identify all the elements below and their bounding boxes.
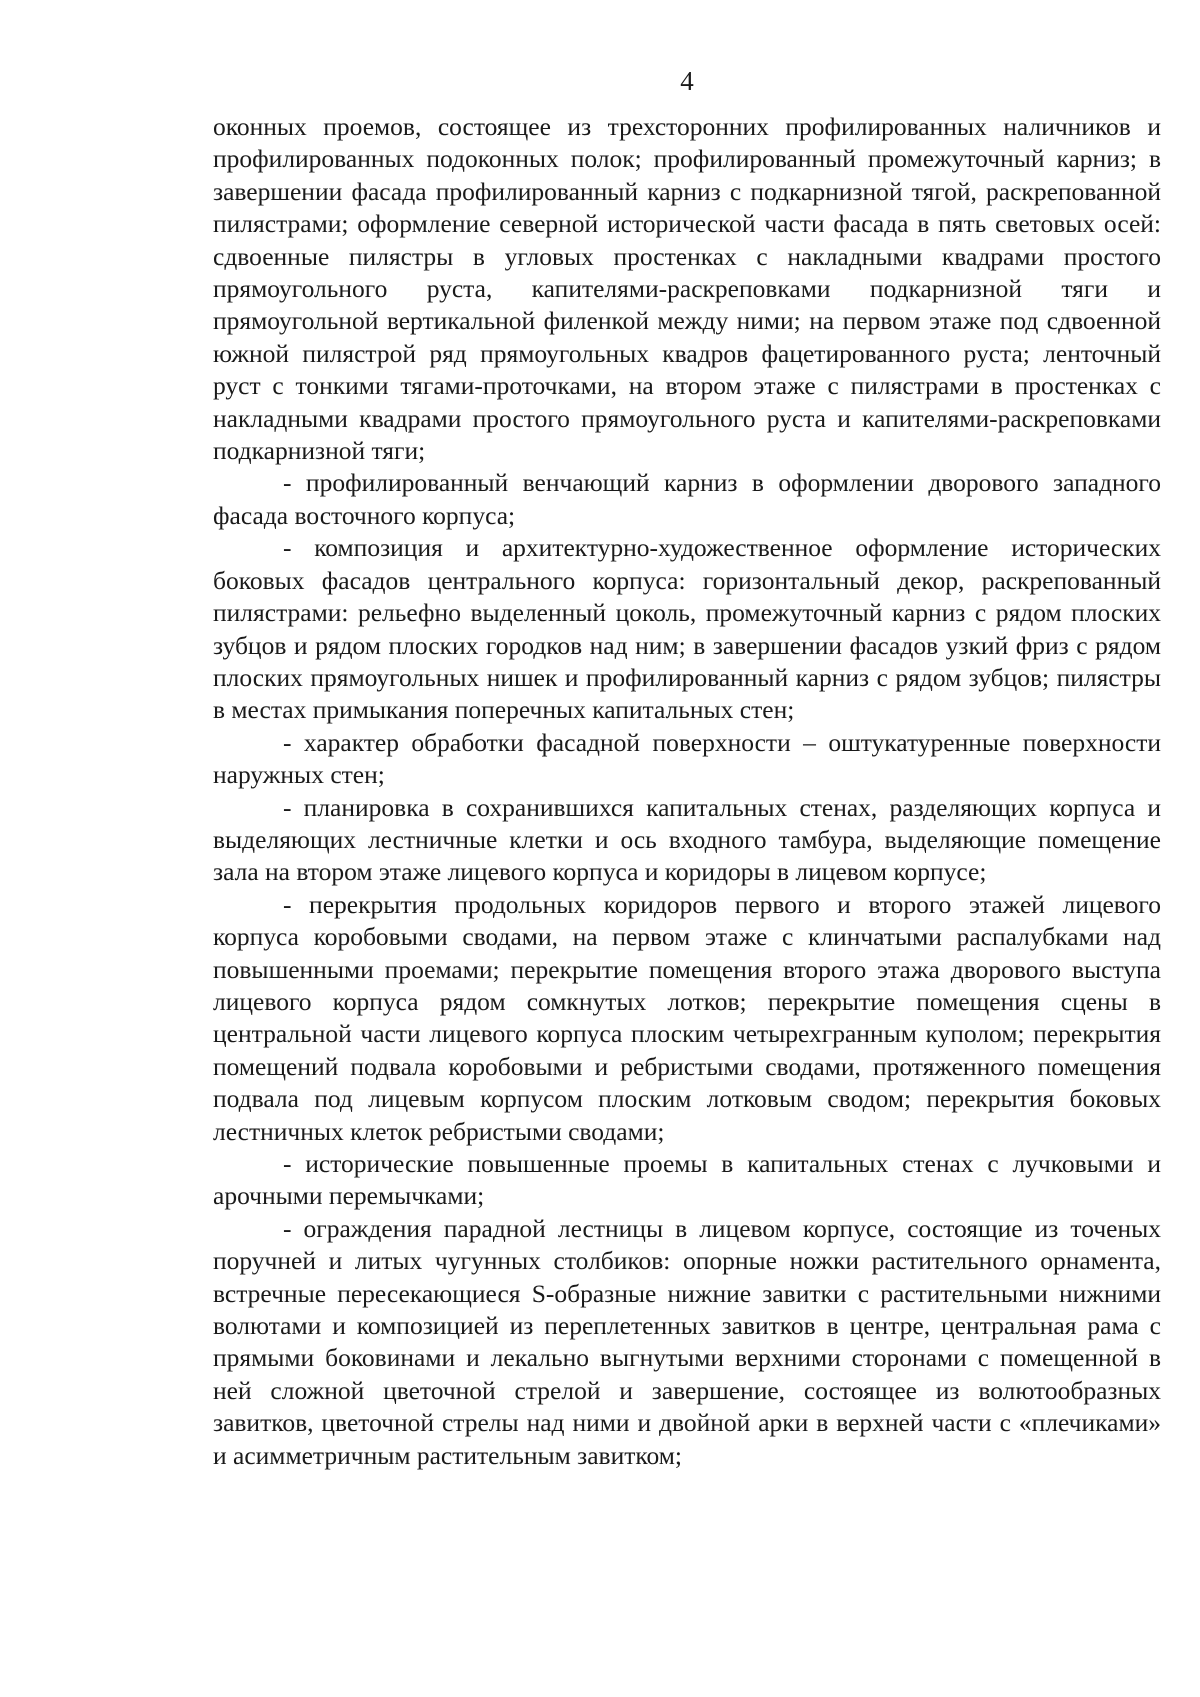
paragraph-staircase-railings: - ограждения парадной лестницы в лицевом корпусе, состоящие из точеных поручней и литых чугунных столбиков: опорные ножки растительного орнамента, встречные пересекающиеся S-образные нижние завитки с растительными нижними волютами и композицией из переплетенных завитков в центре, центральная рама с прямыми боковинами и лекально выгнутыми верхними сторонами с помещенной в ней сложной цветочной стрелой и завершение, состоящее из волютообразных завитков, цветочной стрелы над ними и двойной арки в верхней части с «плечиками» и асимметричным растительным завитком;	[213, 1213, 1161, 1470]
paragraph-ceilings: - перекрытия продольных коридоров первого и второго этажей лицевого корпуса коробовыми сводами, на первом этаже с клинчатыми распалубками над повышенными проемами; перекрытие помещения второго этажа дворового выступа лицевого корпуса рядом сомкнутых лотков; перекрытие помещения сцены в центральной части лицевого корпуса плоским четырехгранным куполом; перекрытия помещений подвала коробовыми и ребристыми сводами, протяженного помещения подвала под лицевым корпусом плоским лотковым сводом; перекрытия боковых лестничных клеток ребристыми сводами;	[213, 889, 1161, 1146]
paragraph-layout: - планировка в сохранившихся капитальных стенах, разделяющих корпуса и выделяющих лестничные клетки и ось входного тамбура, выделяющие помещение зала на втором этаже лицевого корпуса и коридоры в лицевом корпусе;	[213, 792, 1161, 887]
paragraph-side-facades: - композиция и архитектурно-художественное оформление исторических боковых фасадов центрального корпуса: горизонтальный декор, раскрепованный пилястрами: рельефно выделенный цоколь, промежуточный карниз с рядом плоских зубцов и рядом плоских городков над ним; в завершении фасадов узкий фриз с рядом плоских прямоугольных нишек и профилированный карниз с рядом зубцов; пилястры в местах примыкания поперечных капитальных стен;	[213, 533, 1161, 725]
document-body	[213, 111, 1161, 1472]
paragraph-surface-treatment: - характер обработки фасадной поверхности – оштукатуренные поверхности наружных стен;	[213, 727, 1161, 790]
paragraph-continuation: оконных проемов, состоящее из трехсторонних профилированных наличников и профилированных подоконных полок; профилированный промежуточный карниз; в завершении фасада профилированный карниз с подкарнизной тягой, раскрепованной пилястрами; оформление северной исторической части фасада в пять световых осей: сдвоенные пилястры в угловых простенках с накладными квадрами простого прямоугольного руста, капителями-раскреповками подкарнизной тяги и прямоугольной вертикальной филенкой между ними; на первом этаже под сдвоенной южной пилястрой ряд прямоугольных квадров фацетированного руста; ленточный руст с тонкими тягами-проточками, на втором этаже с пилястрами в простенках с накладными квадрами простого прямоугольного руста и капителями-раскреповками подкарнизной тяги;	[213, 112, 1161, 466]
paragraph-openings: - исторические повышенные проемы в капитальных стенах с лучковыми и арочными перемычками;	[213, 1149, 1161, 1211]
paragraph-cornice: - профилированный венчающий карниз в оформлении дворового западного фасада восточного корпуса;	[213, 468, 1161, 530]
page-number: 4	[680, 66, 694, 96]
